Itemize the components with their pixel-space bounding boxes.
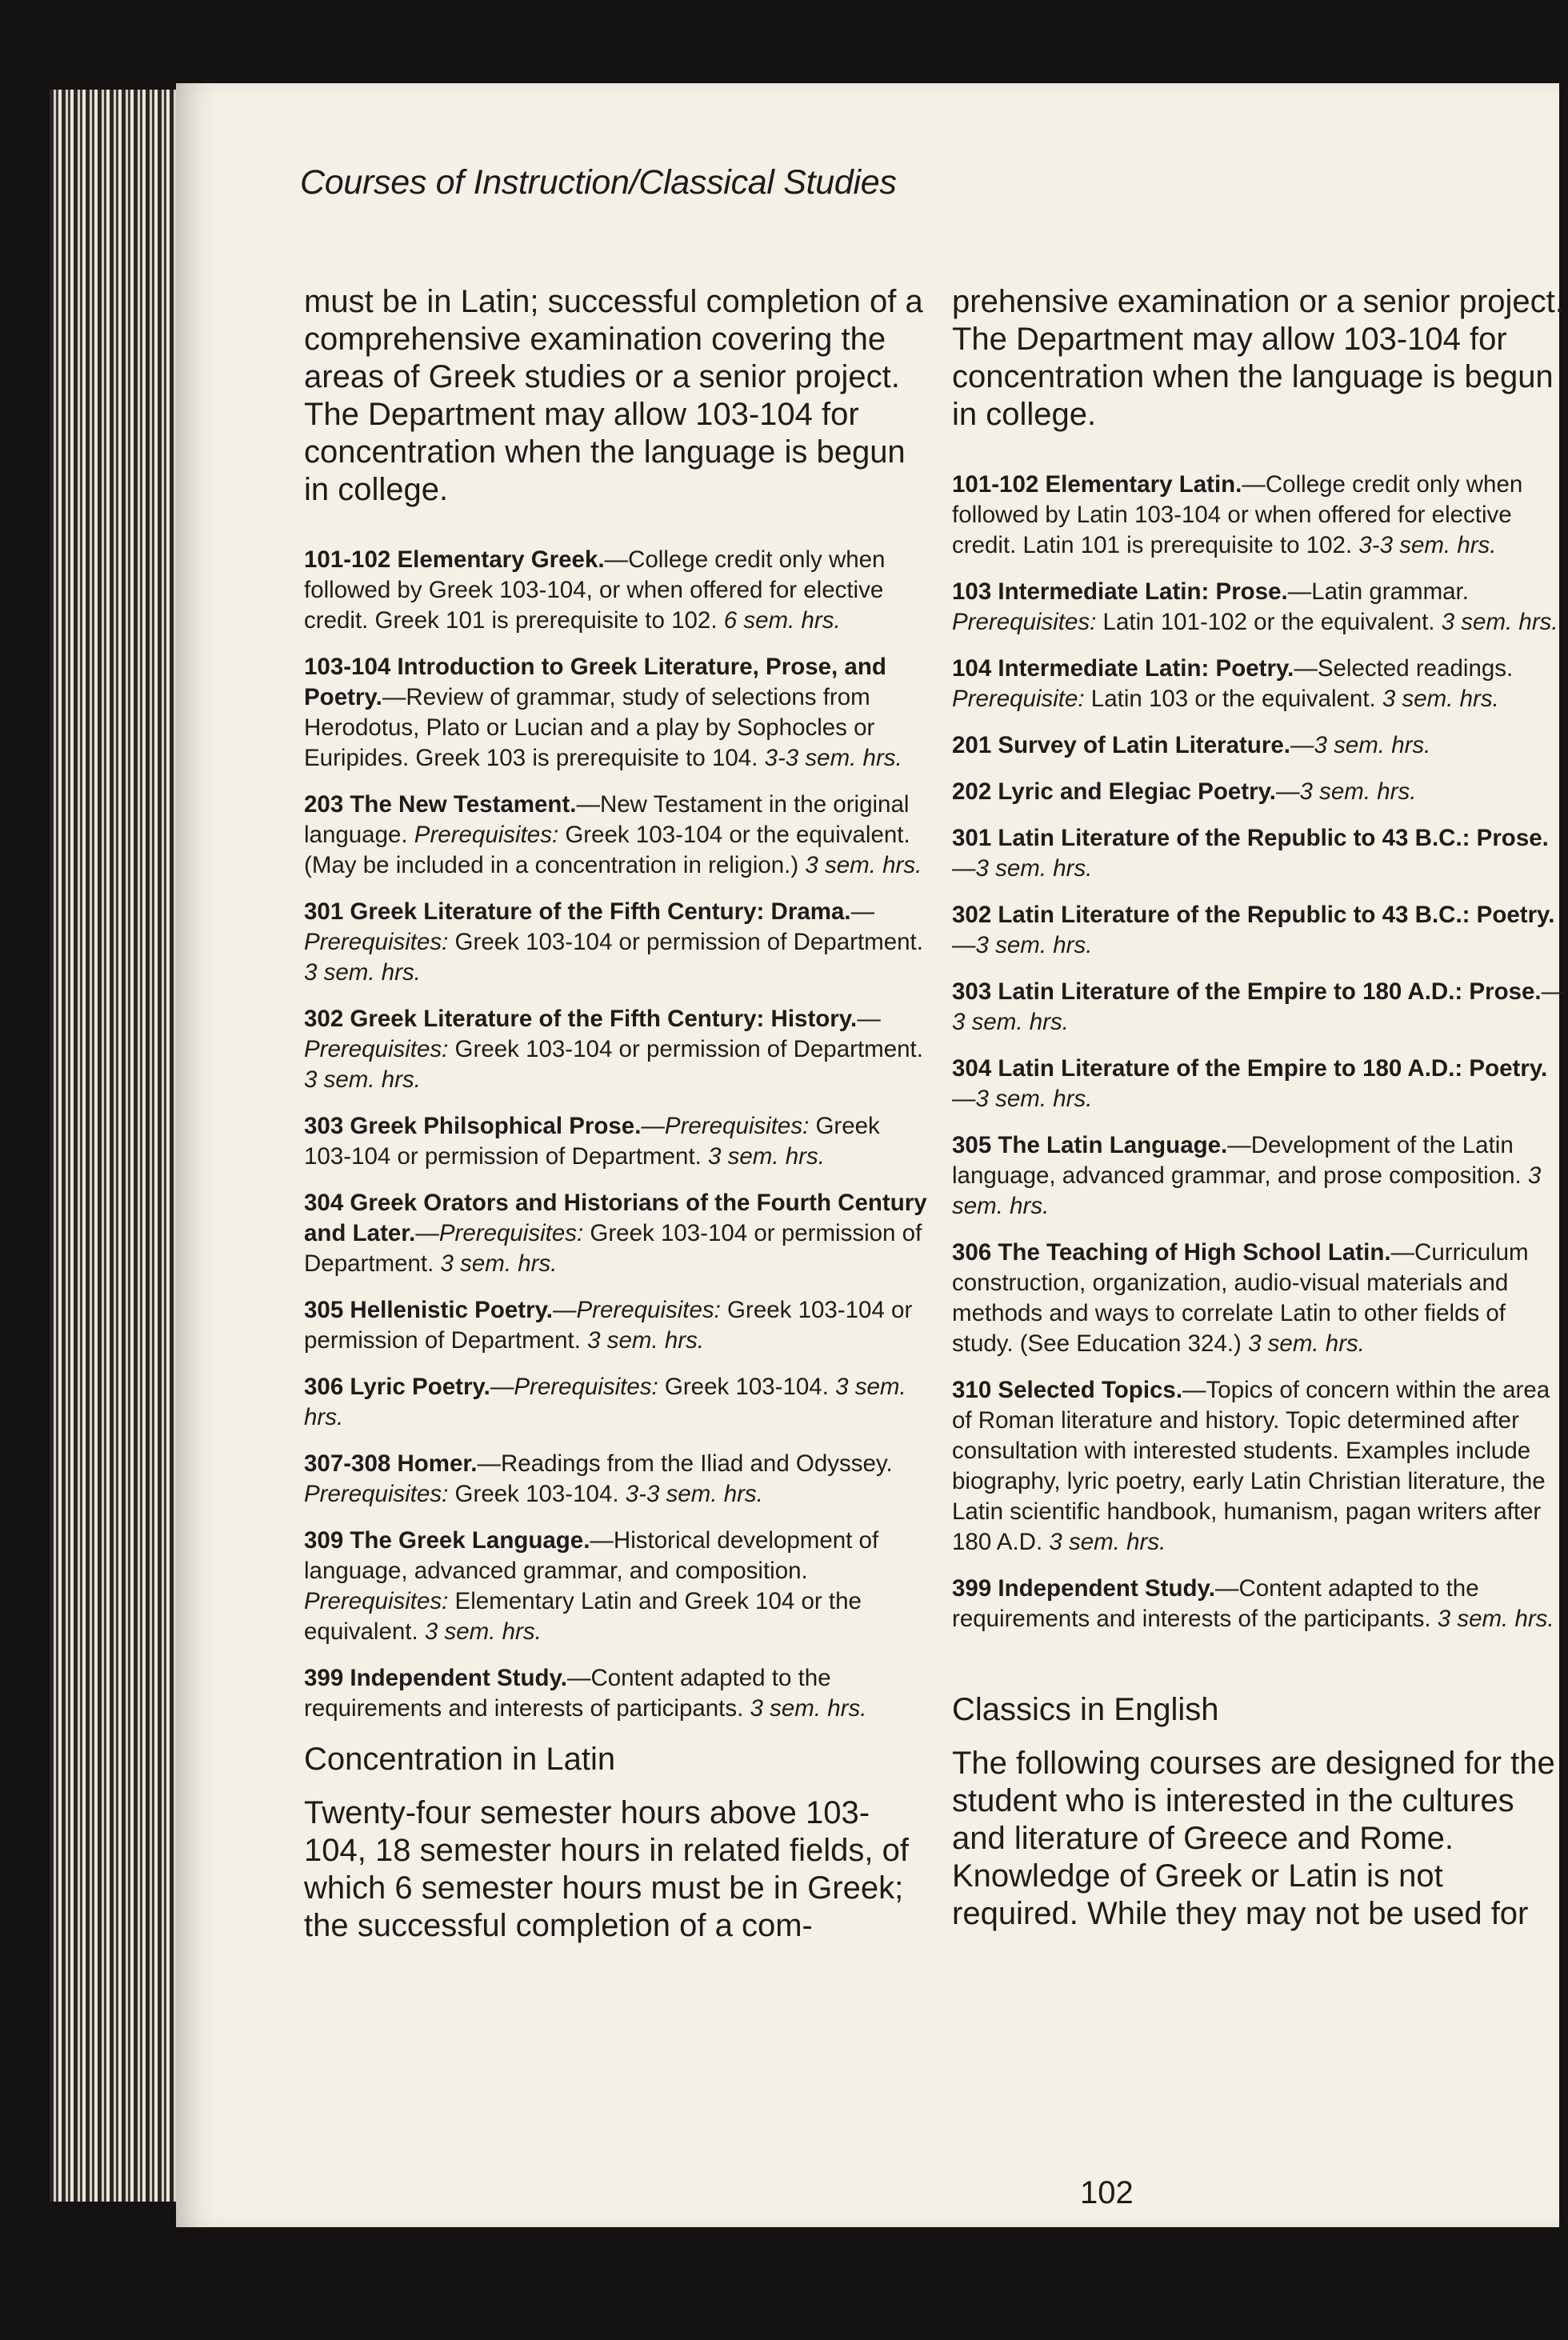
book-page <box>176 83 1566 2227</box>
course-description: — <box>952 1086 976 1112</box>
course-prerequisites: Greek 103-104 or the equivalent. (May be included in a concentration in religion.) <box>304 822 910 878</box>
course-entry <box>952 823 1568 884</box>
prerequisite-label: Prerequisites: <box>414 822 559 848</box>
course-entry <box>952 777 1568 807</box>
course-hours: 3 sem. hrs. <box>975 932 1093 958</box>
course-title: 103 Intermediate Latin: Prose. <box>952 578 1288 605</box>
prerequisite-label: Prerequisites: <box>438 1220 584 1246</box>
course-hours: 3 sem. hrs. <box>1049 1529 1166 1555</box>
course-entry <box>304 1295 928 1356</box>
course-title: 303 Latin Literature of the Empire to 180 A.D.: Prose. <box>952 978 1542 1005</box>
course-title: 306 Lyric Poetry. <box>304 1374 490 1400</box>
course-title: 304 Latin Literature of the Empire to 180 A.D.: Poetry. <box>952 1055 1548 1082</box>
section-paragraph: The following courses are designed for the student who is interested in the cultures and literature of Greece and Rome. Knowledge of Greek or Latin is not required. While they may not be used for <box>952 1746 1555 1931</box>
course-description: — <box>415 1220 439 1246</box>
course-entry <box>952 1574 1568 1634</box>
prerequisite-label: Prerequisites: <box>304 1588 449 1614</box>
course-entry <box>304 1663 928 1724</box>
course-prerequisites: Greek 103-104 or permission of Department. <box>304 1220 922 1277</box>
course-description: —Selected readings. <box>1294 655 1514 682</box>
course-title: 101-102 Elementary Latin. <box>952 471 1242 498</box>
course-hours: 3 sem. hrs. <box>805 852 922 878</box>
course-description: —Review of grammar, study of selections from Herodotus, Plato or Lucian and a play by Sophocles or Euripides. Greek 103 is prerequisite to 104. <box>304 684 875 771</box>
course-title: 101-102 Elementary Greek. <box>304 546 605 573</box>
course-prerequisites: Latin 101-102 or the equivalent. <box>1096 609 1442 635</box>
course-prerequisites: Greek 103-104 or permission of Department. <box>304 1113 880 1170</box>
course-description: —Historical development of language, advanced grammar, and composition. <box>304 1527 879 1584</box>
course-description: — <box>553 1297 577 1323</box>
course-title: 303 Greek Philsophical Prose. <box>304 1113 642 1139</box>
course-description: — <box>952 932 976 958</box>
course-list <box>304 545 928 1724</box>
course-title: 103-104 Introduction to Greek Literature, Prose, and Poetry. <box>304 654 886 710</box>
course-description: —Curriculum construction, organization, audio-visual materials and methods and ways to correlate Latin to other fields of study. (See Education 324.) <box>952 1239 1529 1357</box>
course-hours: 3 sem. hrs. <box>1441 609 1558 635</box>
course-entry <box>304 1188 928 1279</box>
course-entry <box>304 652 928 774</box>
course-entry <box>304 790 928 881</box>
running-head: Courses of Instruction/Classical Studies <box>300 163 897 202</box>
course-title: 399 Independent Study. <box>952 1575 1215 1602</box>
course-hours: 3-3 sem. hrs. <box>625 1481 763 1507</box>
course-title: 202 Lyric and Elegiac Poetry. <box>952 778 1276 805</box>
course-title: 310 Selected Topics. <box>952 1377 1183 1403</box>
course-hours: 3 sem. hrs. <box>587 1327 705 1354</box>
course-entry <box>304 1526 928 1647</box>
course-entry <box>304 1372 928 1433</box>
course-hours: 3 sem. hrs. <box>1248 1330 1365 1357</box>
course-description: —Content adapted to the requirements and interests of the participants. <box>952 1575 1479 1632</box>
course-prerequisites: Latin 103 or the equivalent. <box>1084 686 1382 712</box>
course-title: 302 Greek Literature of the Fifth Century: History. <box>304 1006 858 1032</box>
course-entry <box>952 977 1568 1038</box>
course-description: —Development of the Latin language, advanced grammar, and prose composition. <box>952 1132 1528 1189</box>
course-description: —Content adapted to the requirements and interests of participants. <box>304 1665 831 1722</box>
course-description: — <box>641 1113 665 1139</box>
course-description: —College credit only when followed by Greek 103-104, or when offered for elective credit. Greek 101 is prerequisite to 102. <box>304 546 886 634</box>
course-description: —Readings from the Iliad and Odyssey. <box>477 1450 893 1477</box>
right-column <box>952 283 1568 1969</box>
course-description: —College credit only when followed by Latin 103-104 or when offered for elective credit. Latin 101 is prerequisite to 102. <box>952 471 1523 558</box>
course-prerequisites: Greek 103-104 or permission of Department. <box>448 929 923 955</box>
prerequisite-label: Prerequisites: <box>664 1113 810 1139</box>
course-title: 306 The Teaching of High School Latin. <box>952 1239 1391 1266</box>
course-entry <box>952 1375 1568 1558</box>
course-description: — <box>490 1374 514 1400</box>
intro-paragraph: prehensive examination or a senior project. The Department may allow 103-104 for concentration when the language is begun in college. <box>952 284 1564 432</box>
course-description: —Topics of concern within the area of Roman literature and history. Topic determined after consultation with interested students. Examples include biography, lyric poetry, early Latin Christian literature, the Latin scientific handbook, humanism, pagan writers after 180 A.D. <box>952 1377 1550 1555</box>
course-entry <box>952 654 1568 714</box>
course-prerequisites: Greek 103-104. <box>448 1481 626 1507</box>
course-description: — <box>857 1006 881 1032</box>
course-hours: 3 sem. hrs. <box>1299 778 1417 805</box>
book-page-edges <box>50 90 194 2202</box>
course-list <box>952 470 1568 1634</box>
intro-paragraph: must be in Latin; successful completion of a comprehensive examination covering the areas of Greek studies or a senior project. The Department may allow 103-104 for concentration when the language is begun in college. <box>304 284 923 507</box>
course-hours: 3 sem. hrs. <box>1437 1606 1554 1632</box>
course-prerequisites: Greek 103-104 or permission of Department. <box>304 1297 913 1354</box>
course-entry <box>952 900 1568 961</box>
course-entry <box>304 897 928 988</box>
course-hours: 3 sem. hrs. <box>1382 686 1499 712</box>
prerequisite-label: Prerequisites: <box>576 1297 721 1323</box>
course-entry <box>304 1004 928 1095</box>
course-hours: 3-3 sem. hrs. <box>764 745 902 771</box>
course-title: 203 The New Testament. <box>304 791 577 818</box>
course-hours: 3 sem. hrs. <box>975 1086 1093 1112</box>
section-heading: Classics in English <box>952 1692 1219 1727</box>
course-hours: 3-3 sem. hrs. <box>1358 532 1497 558</box>
course-hours: 3 sem. hrs. <box>304 1374 906 1430</box>
course-entry <box>952 1054 1568 1114</box>
course-title: 309 The Greek Language. <box>304 1527 590 1554</box>
course-entry <box>952 1130 1568 1222</box>
course-entry <box>952 1238 1568 1359</box>
prerequisite-label: Prerequisites: <box>304 1481 449 1507</box>
course-description: — <box>1290 732 1314 758</box>
course-title: 399 Independent Study. <box>304 1665 567 1691</box>
course-hours: 3 sem. hrs. <box>1314 732 1431 758</box>
prerequisite-label: Prerequisites: <box>304 929 449 955</box>
course-description: — <box>850 898 875 925</box>
section-paragraph: Twenty-four semester hours above 103-104, 18 semester hours in related fields, of which 6 semester hours must be in Greek; the successful completion of a com- <box>304 1795 909 1943</box>
course-prerequisites: Elementary Latin and Greek 104 or the equivalent. <box>304 1588 862 1645</box>
course-prerequisites: Greek 103-104. <box>658 1374 836 1400</box>
course-hours: 3 sem. hrs. <box>952 1009 1069 1035</box>
course-title: 201 Survey of Latin Literature. <box>952 732 1290 758</box>
course-entry <box>952 577 1568 638</box>
course-entry <box>304 545 928 636</box>
course-title: 305 The Latin Language. <box>952 1132 1228 1158</box>
prerequisite-label: Prerequisites: <box>304 1036 449 1062</box>
prerequisite-label: Prerequisite: <box>952 686 1085 712</box>
course-hours: 3 sem. hrs. <box>952 1162 1542 1219</box>
section-heading: Concentration in Latin <box>304 1742 616 1777</box>
prerequisite-label: Prerequisites: <box>952 609 1097 635</box>
course-title: 305 Hellenistic Poetry. <box>304 1297 553 1323</box>
course-entry <box>304 1449 928 1510</box>
course-entry <box>952 470 1568 561</box>
course-title: 304 Greek Orators and Historians of the Fourth Century and Later. <box>304 1190 927 1246</box>
course-hours: 3 sem. hrs. <box>304 1066 421 1093</box>
course-description: — <box>1276 778 1300 805</box>
course-entry <box>304 1111 928 1172</box>
course-hours: 3 sem. hrs. <box>440 1250 558 1277</box>
course-entry <box>952 730 1568 761</box>
course-title: 307-308 Homer. <box>304 1450 478 1477</box>
course-title: 301 Latin Literature of the Republic to 43 B.C.: Prose. <box>952 825 1549 851</box>
course-description: — <box>1541 978 1566 1005</box>
course-description: — <box>952 855 976 882</box>
course-description: —Latin grammar. <box>1287 578 1469 605</box>
course-title: 104 Intermediate Latin: Poetry. <box>952 655 1294 682</box>
course-hours: 6 sem. hrs. <box>723 607 841 634</box>
course-prerequisites: Greek 103-104 or permission of Department. <box>448 1036 923 1062</box>
course-title: 302 Latin Literature of the Republic to 43 B.C.: Poetry. <box>952 902 1555 928</box>
course-title: 301 Greek Literature of the Fifth Century: Drama. <box>304 898 851 925</box>
course-hours: 3 sem. hrs. <box>750 1695 867 1722</box>
course-hours: 3 sem. hrs. <box>708 1143 825 1170</box>
course-hours: 3 sem. hrs. <box>975 855 1093 882</box>
course-description: —New Testament in the original language. <box>304 791 910 848</box>
course-hours: 3 sem. hrs. <box>304 959 421 986</box>
prerequisite-label: Prerequisites: <box>514 1374 658 1400</box>
left-column <box>304 283 928 1981</box>
course-hours: 3 sem. hrs. <box>424 1618 542 1645</box>
page-number: 102 <box>1080 2175 1134 2210</box>
